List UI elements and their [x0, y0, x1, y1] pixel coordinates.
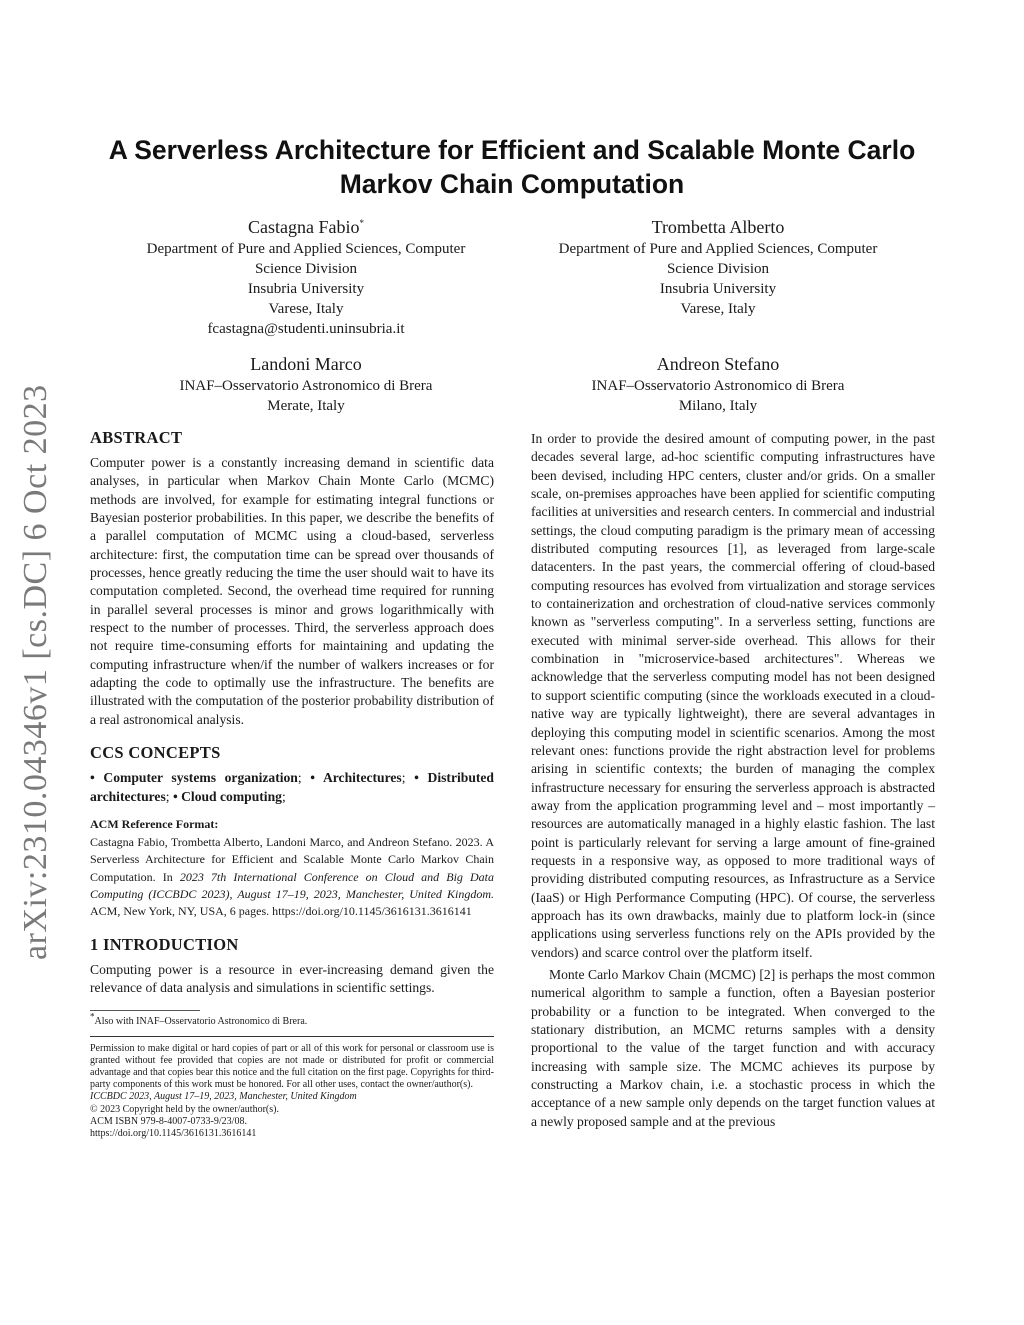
acm-ref-heading: ACM Reference Format:: [90, 816, 219, 831]
permission-rule: [90, 1036, 494, 1037]
author-city: Varese, Italy: [268, 301, 344, 317]
title-line-2: Markov Chain Computation: [339, 169, 685, 199]
arxiv-side-label: arXiv:2310.04346v1 [cs.DC] 6 Oct 2023: [17, 384, 54, 960]
doi-link[interactable]: https://doi.org/10.1145/3616131.3616141: [90, 1127, 257, 1139]
right-column: [531, 430, 935, 1131]
author-dept: Department of Pure and Applied Sciences, Computer: [558, 241, 878, 257]
acm-ref-venue: 2023 7th International Conference on Cloud and Big Data Computing (ICCBDC 2023), August 17–19, 2023, Manchester, United Kingdom.: [90, 869, 494, 902]
author-block-2: [532, 215, 904, 319]
author-name: Landoni Marco: [250, 354, 362, 374]
acm-ref-doi[interactable]: ACM, New York, NY, USA, 6 pages. https://doi.org/10.1145/3616131.3616141: [90, 904, 472, 919]
intro-paragraph-1: In order to provide the desired amount of computing power, in the past decades several large, ad-hoc scientific computing infrastructures have been devised, including HPC centers, cluster and/or grids. On a smaller scale, on-premises approaches have been applied for scientific computing facilities at universities and research centers. In commercial and industrial settings, the cloud computing paradigm is the primary mean of accessing distributed computing resources [1], as leveraged from large-scale datacenters. In the past years, the commercial offering of cloud-based computing resources has evolved from virtualization and storage services to containerization and orchestration of cloud-native services commonly known as "serverless computing". In a serverless setting, functions are executed with minimal server-side overhead. This allows for their combination in "microservice-based architectures". Whereas we acknowledge that the serverless computing model has not been designed to support scientific computing (since the workloads executed in a cloud-native way are typically lightweight), there are several advantages in deploying this computing model in scientific scenarios. Among the most relevant ones: functions provide the right abstraction level for problems arising in scientific contexts; the burden of managing the complex infrastructure necessary for ensuring the serverless approach is abstracted away from the application programming level and – most importantly – resources are automatically managed in a highly elastic fashion. The last point is particularly relevant for serving a large amount of fine-grained requests in a responsive way, as opposed to more traditional ways of providing distributed computing resources, as Infrastructure as a Service (IaaS) or High Performance Computing (HPC). Of course, the serverless approach has its own drawbacks, mainly due to platform lock-in (since applications using serverless functions rely on the APIs provided by the vendors) and scarce control over the platform itself.: [531, 431, 935, 960]
ccs-concept[interactable]: • Distributed architectures: [90, 770, 494, 804]
author-block-3: [120, 352, 492, 416]
ccs-concept[interactable]: • Architectures: [310, 770, 402, 786]
title-line-1: A Serverless Architecture for Efficient and Scalable Monte Carlo: [108, 135, 916, 165]
ccs-concept[interactable]: • Cloud computing: [172, 788, 282, 804]
author-footnote: *Also with INAF–Osservatorio Astronomico di Brera.: [90, 1011, 308, 1027]
author-name: Trombetta Alberto: [651, 217, 785, 237]
author-dept: Department of Pure and Applied Sciences, Computer: [146, 241, 466, 257]
footnote-rule: [90, 1010, 200, 1011]
left-column: [90, 428, 494, 1140]
author-city: Varese, Italy: [680, 301, 756, 317]
abstract-text: Computer power is a constantly increasing demand in scientific data analyses, in particular when Markov Chain Monte Carlo (MCMC) methods are involved, for example for estimating integral functions or Bayesian posterior probabilities. In this paper, we describe the benefits of a parallel computation of MCMC using a cloud-based, serverless architecture: first, the computation time can be spread over thousands of processes, hence greatly reducing the time the user should wait to have its computation completed. Second, the overhead time required for running in parallel several processes is minor and grows logarithmically with respect to the number of processes. Third, the serverless approach does not require time-consuming efforts for maintaining and updating the computing infrastructure when/if the number of walkers increases or for adapting the code to optimally use the infrastructure. The benefits are illustrated with the computation of the posterior probability distribution of a real astronomical analysis.: [90, 455, 494, 727]
author-inst: INAF–Osservatorio Astronomico di Brera: [179, 378, 433, 394]
ccs-concepts: • Computer systems organization; • Architectures; • Distributed architectures; • Cloud computing;: [90, 770, 494, 804]
ccs-concept[interactable]: • Computer systems organization: [90, 770, 298, 786]
intro-text-left: Computing power is a resource in ever-increasing demand given the relevance of data analysis and simulations in scientific settings.: [90, 961, 494, 996]
permission-notice: Permission to make digital or hard copies of part or all of this work for personal or classroom use is granted without fee provided that copies are not made or distributed for profit or commercial advantage and that copies bear this notice and the full citation on the first page. Copyrights for third-party components of this work must be honored. For all other uses, contact the owner/author(s).: [90, 1042, 494, 1091]
copyright-line: © 2023 Copyright held by the owner/author(s).: [90, 1103, 279, 1115]
isbn-line: ACM ISBN 979-8-4007-0733-9/23/08.: [90, 1115, 247, 1127]
paper-title: [80, 133, 944, 201]
acm-reference: Castagna Fabio, Trombetta Alberto, Landoni Marco, and Andreon Stefano. 2023. A Serverless Architecture for Efficient and Scalable Monte Carlo Markov Chain Computation. In 2023 7th International Conference on Cloud and Big Data Computing (ICCBDC 2023), August 17–19, 2023, Manchester, United Kingdom. ACM, New York, NY, USA, 6 pages. https://doi.org/10.1145/3616131.3616141: [90, 834, 494, 919]
author-dept-2: Science Division: [666, 261, 770, 277]
author-email[interactable]: fcastagna@studenti.uninsubria.it: [207, 321, 405, 337]
author-name: Andreon Stefano: [656, 354, 780, 374]
author-city: Milano, Italy: [678, 398, 758, 414]
author-univ: Insubria University: [659, 281, 777, 297]
author-city: Merate, Italy: [267, 398, 345, 414]
author-block-1: [120, 215, 492, 339]
conference-line: ICCBDC 2023, August 17–19, 2023, Manchester, United Kingdom: [90, 1091, 357, 1103]
author-univ: Insubria University: [247, 281, 365, 297]
author-dept-2: Science Division: [254, 261, 358, 277]
author-block-4: [532, 352, 904, 416]
ccs-heading: CCS CONCEPTS: [90, 743, 221, 763]
author-name: Castagna Fabio: [248, 217, 360, 237]
author-footnote-mark: *: [359, 218, 364, 228]
intro-paragraph-2: Monte Carlo Markov Chain (MCMC) [2] is perhaps the most common numerical algorithm to sample a function, often a Bayesian posterior probability or a function to be integrated. When converged to the stationary distribution, an MCMC returns samples with a density proportional to the value of the target function and with accuracy increasing with sample size. The MCMC achieves its purpose by constructing a Markov chain, i.e. a stochastic process in which the acceptance of a new sample only depends on the target function values at a newly proposed sample and at the previous: [531, 966, 935, 1129]
author-inst: INAF–Osservatorio Astronomico di Brera: [591, 378, 845, 394]
abstract-heading: ABSTRACT: [90, 428, 183, 447]
intro-heading: 1 INTRODUCTION: [90, 934, 239, 954]
